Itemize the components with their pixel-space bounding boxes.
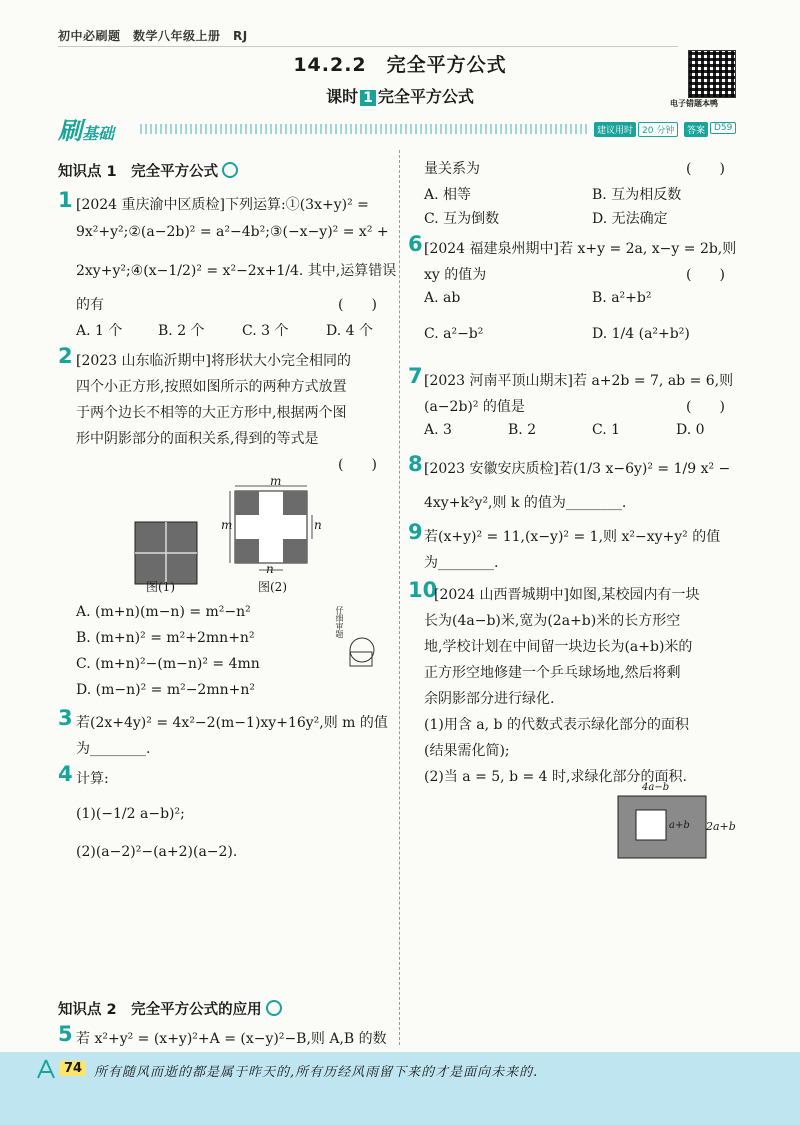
q7-option-a[interactable]: A. 3	[424, 422, 452, 438]
q5-number: 5	[58, 1022, 73, 1046]
figure-2-cross	[230, 486, 312, 570]
q1-line4: 的有	[76, 297, 104, 313]
q7-line2: (a−2b)² 的值是	[424, 399, 525, 415]
q8-line1: [2023 安徽安庆质检]若(1/3 x−6y)² = 1/9 x² −	[424, 461, 731, 477]
q5-option-d[interactable]: D. 无法确定	[592, 211, 668, 227]
q1-line2: 9x²+y²;②(a−2b)² = a²−4b²;③(−x−y)² = x² +	[76, 224, 389, 240]
q6-line2: xy 的值为	[424, 267, 487, 283]
compass-icon	[34, 1058, 58, 1080]
lesson-name: 完全平方公式	[377, 87, 474, 106]
lesson-number-badge: 1	[360, 90, 376, 106]
q5-option-b[interactable]: B. 互为相反数	[592, 187, 682, 203]
answer-tag: 答案	[684, 122, 708, 137]
q7-line1: [2023 河南平顶山期末]若 a+2b = 7, ab = 6,则	[424, 373, 734, 389]
q6-line1: [2024 福建泉州期中]若 x+y = 2a, x−y = 2b,则	[424, 241, 737, 257]
q5-answer-paren[interactable]: ( )	[686, 161, 725, 177]
time-tag: 建议用时	[594, 122, 636, 137]
q1-option-a[interactable]: A. 1 个	[76, 323, 123, 339]
column-divider	[399, 150, 400, 1045]
q8-line2[interactable]: 4xy+k²y²,则 k 的值为________.	[424, 495, 627, 511]
q1-answer-paren[interactable]: ( )	[338, 297, 377, 313]
q2-option-b[interactable]: B. (m+n)² = m²+2mn+n²	[76, 630, 255, 646]
q9-line1: 若(x+y)² = 11,(x−y)² = 1,则 x²−xy+y² 的值	[424, 529, 721, 545]
q3-number: 3	[58, 706, 73, 730]
q5-option-a[interactable]: A. 相等	[424, 187, 472, 203]
fig2-label-n-bottom: n	[266, 562, 274, 576]
q10-label-square: a+b	[669, 820, 690, 831]
q8-number: 8	[408, 452, 423, 476]
q6-option-c[interactable]: C. a²−b²	[424, 326, 484, 342]
q10-line4: 正方形空地修建一个乒乓球场地,然后将剩	[424, 665, 681, 681]
answer-page: D59	[710, 122, 736, 134]
q7-number: 7	[408, 364, 423, 388]
q10-line3: 地,学校计划在中间留一块边长为(a+b)米的	[424, 639, 693, 655]
banner-big: 刷	[58, 117, 82, 145]
q1-number: 1	[58, 188, 73, 212]
q4-part2: (2)(a−2)²−(a+2)(a−2).	[76, 844, 238, 860]
q7-option-c[interactable]: C. 1	[592, 422, 621, 438]
q2-option-a[interactable]: A. (m+n)(m−n) = m²−n²	[76, 604, 251, 620]
q2-line4: 形中阴影部分的面积关系,得到的等式是	[76, 431, 319, 447]
q2-answer-paren[interactable]: ( )	[338, 457, 377, 473]
q10-line5: 余阴影部分进行绿化.	[424, 691, 555, 707]
kp1-label: 知识点 1 完全平方公式	[58, 164, 219, 180]
q6-number: 6	[408, 232, 423, 256]
mascot-note: 仔细审题	[335, 606, 344, 638]
time-value: 20 分钟	[638, 122, 678, 137]
section-banner-title	[58, 111, 114, 146]
qr-label: 电子错题本鸭	[670, 99, 718, 108]
kp2-label: 知识点 2 完全平方公式的应用	[58, 1002, 262, 1018]
q1-line3: 2xy+y²;④(x−1/2)² = x²−2x+1/4. 其中,运算错误	[76, 263, 397, 279]
q9-line2[interactable]: 为________.	[424, 555, 499, 571]
q1-line1: [2024 重庆渝中区质检]下列运算:①(3x+y)² =	[76, 197, 369, 213]
q10-label-length: 4a−b	[642, 782, 670, 793]
target-icon	[222, 162, 238, 178]
q9-number: 9	[408, 520, 423, 544]
q1-option-b[interactable]: B. 2 个	[158, 323, 205, 339]
fig2-label-n-right: n	[314, 518, 322, 532]
fig2-label-m-top: m	[270, 474, 282, 488]
q10-line1: [2024 山西晋城期中]如图,某校园内有一块	[434, 587, 700, 603]
q10-part1-line1: (1)用含 a, b 的代数式表示绿化部分的面积	[424, 717, 689, 733]
fig1-caption: 图(1)	[146, 580, 175, 594]
fig2-caption: 图(2)	[258, 580, 287, 594]
q6-option-a[interactable]: A. ab	[424, 290, 461, 306]
q4-part1: (1)(−1/2 a−b)²;	[76, 806, 185, 822]
mascot-illustration	[340, 612, 384, 670]
q10-part2: (2)当 a = 5, b = 4 时,求绿化部分的面积.	[424, 769, 687, 785]
page-number: 74	[60, 1061, 86, 1076]
q6-option-d[interactable]: D. 1/4 (a²+b²)	[592, 326, 690, 342]
knowledge-point-2	[58, 998, 282, 1019]
fig2-label-m-left: m	[221, 518, 233, 532]
q10-number: 10	[408, 578, 438, 602]
banner-small: 基础	[82, 124, 115, 143]
q2-line1: [2023 山东临沂期中]将形状大小完全相同的	[76, 353, 352, 369]
q10-line2: 长为(4a−b)米,宽为(2a+b)米的长方形空	[424, 613, 681, 629]
q2-line2: 四个小正方形,按照如图所示的两种方式放置	[76, 379, 347, 395]
q4-line1: 计算:	[76, 771, 109, 787]
page-title: 14.2.2 完全平方公式	[293, 54, 507, 76]
q7-answer-paren[interactable]: ( )	[686, 399, 725, 415]
q10-label-width: 2a+b	[706, 820, 736, 833]
qr-code[interactable]	[688, 50, 736, 98]
q6-option-b[interactable]: B. a²+b²	[592, 290, 652, 306]
q5-option-c[interactable]: C. 互为倒数	[424, 211, 500, 227]
footer-quote: 所有随风而逝的都是属于昨天的,所有历经风雨留下来的才是面向未来的.	[94, 1065, 539, 1080]
banner-stripes	[140, 124, 588, 134]
book-header: 初中必刷题 数学八年级上册 RJ	[58, 29, 248, 43]
q3-line1: 若(2x+4y)² = 4x²−2(m−1)xy+16y²,则 m 的值	[76, 715, 388, 731]
q10-part1-line2: (结果需化简);	[424, 743, 510, 759]
q5-line1: 若 x²+y² = (x+y)²+A = (x−y)²−B,则 A,B 的数	[76, 1031, 387, 1047]
target-icon	[266, 1000, 282, 1016]
q4-number: 4	[58, 762, 73, 786]
figure-1-squares	[135, 522, 197, 584]
header-rule	[58, 46, 678, 47]
q7-option-d[interactable]: D. 0	[676, 422, 705, 438]
q2-option-d[interactable]: D. (m−n)² = m²−2mn+n²	[76, 682, 255, 698]
lesson-prefix: 课时	[326, 87, 359, 106]
q2-line3: 于两个边长不相等的大正方形中,根据两个图	[76, 405, 347, 421]
q7-option-b[interactable]: B. 2	[508, 422, 537, 438]
q6-answer-paren[interactable]: ( )	[686, 267, 725, 283]
q5-line2: 量关系为	[424, 161, 480, 177]
q1-option-c[interactable]: C. 3 个	[242, 323, 289, 339]
knowledge-point-1	[58, 160, 238, 181]
q1-option-d[interactable]: D. 4 个	[326, 323, 373, 339]
q2-number: 2	[58, 344, 73, 368]
q2-option-c[interactable]: C. (m+n)²−(m−n)² = 4mn	[76, 656, 260, 672]
q3-line2[interactable]: 为________.	[76, 741, 151, 757]
